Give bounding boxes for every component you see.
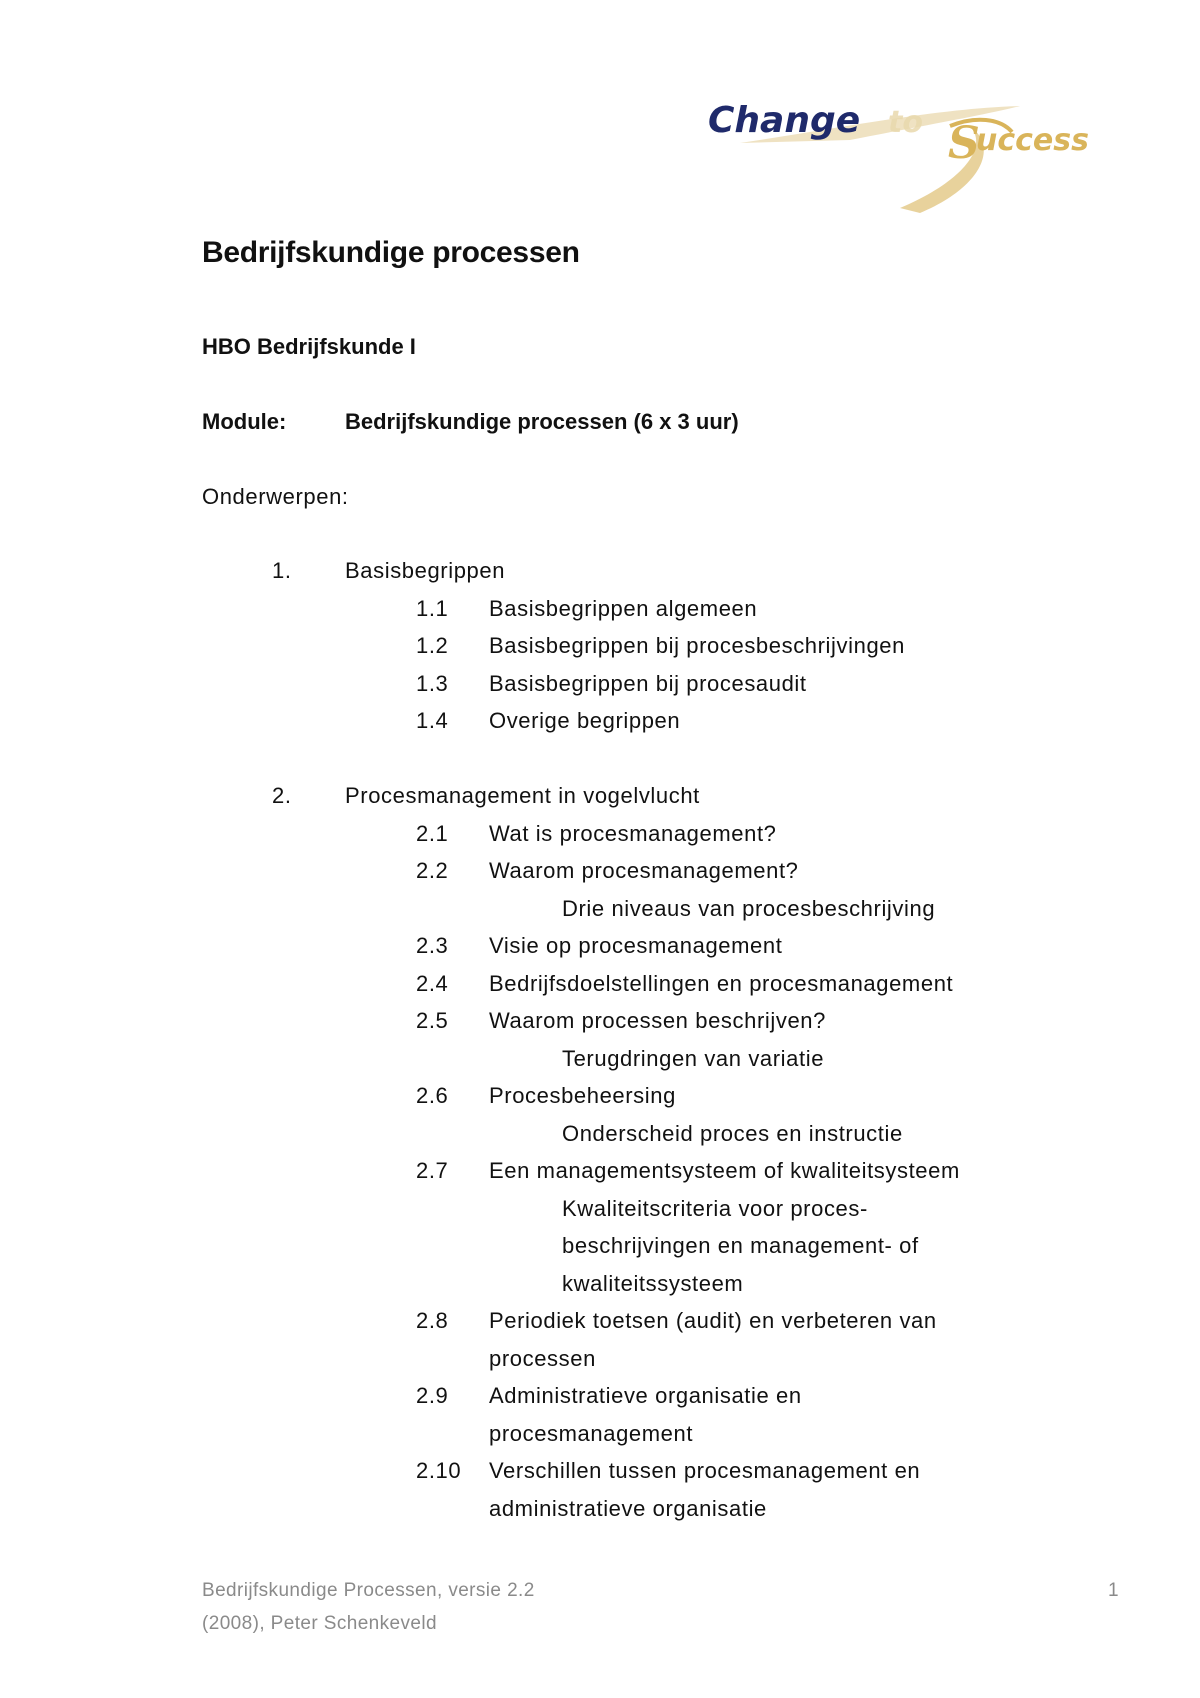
item-text: Visie op procesmanagement (489, 933, 783, 958)
item-number: 2.1 (416, 820, 449, 846)
footer-line-1: Bedrijfskundige Processen, versie 2.2 (202, 1580, 535, 1601)
document-title: Bedrijfskundige processen (202, 236, 580, 269)
item-text: Wat is procesmanagement? (489, 820, 777, 846)
item-subtopic: Onderscheid proces en instructie (562, 1120, 903, 1146)
item-text: Bedrijfsdoelstellingen en procesmanagement (489, 970, 954, 996)
item-number: 2.4 (416, 970, 449, 996)
page-number: 1 (1108, 1580, 1119, 1601)
item-number: 2.5 (416, 1008, 449, 1033)
item-number: 1.3 (416, 670, 449, 696)
item-text: Basisbegrippen bij procesaudit (489, 670, 807, 696)
item-number: 2.3 (416, 933, 449, 958)
svg-text:S: S (948, 118, 980, 169)
item-text: Basisbegrippen algemeen (489, 595, 758, 621)
svg-text:Change: Change (708, 100, 861, 141)
item-number: 2.7 (416, 1158, 449, 1183)
item-subtopic: Terugdringen van variatie (562, 1045, 825, 1071)
item-text-continued: procesmanagement (489, 1420, 694, 1446)
item-number: 2.9 (416, 1383, 449, 1408)
item-number: 2.2 (416, 858, 449, 883)
svg-text:to: to (888, 105, 923, 140)
item-text: Verschillen tussen procesmanagement en (489, 1458, 921, 1483)
footer-line-2: (2008), Peter Schenkeveld (202, 1613, 437, 1634)
section-number: 1. (272, 558, 292, 583)
topics-label: Onderwerpen: (202, 484, 349, 509)
section-title: Basisbegrippen (345, 558, 506, 583)
item-number: 1.2 (416, 633, 449, 658)
item-text: Administratieve organisatie en (489, 1383, 802, 1408)
item-number: 2.6 (416, 1083, 449, 1108)
item-number: 1.1 (416, 595, 449, 621)
course-subtitle: HBO Bedrijfskunde I (202, 334, 416, 359)
change-to-success-logo (700, 88, 1130, 218)
item-text: Waarom processen beschrijven? (489, 1008, 826, 1033)
section-title: Procesmanagement in vogelvlucht (345, 783, 700, 808)
item-subtopic: beschrijvingen en management- of (562, 1233, 919, 1258)
item-subtopic: Drie niveaus van procesbeschrijving (562, 895, 936, 921)
item-text-continued: processen (489, 1345, 596, 1371)
item-text: Waarom procesmanagement? (489, 858, 799, 883)
item-subtopic: Kwaliteitscriteria voor proces- (562, 1195, 868, 1221)
item-text: Overige begrippen (489, 708, 681, 733)
item-number: 1.4 (416, 708, 449, 733)
item-text: Procesbeheersing (489, 1083, 676, 1108)
item-text: Periodiek toetsen (audit) en verbeteren van (489, 1308, 937, 1333)
item-number: 2.8 (416, 1308, 449, 1333)
svg-text:uccess: uccess (976, 123, 1089, 158)
item-subtopic: kwaliteitssysteem (562, 1270, 744, 1296)
item-number: 2.10 (416, 1458, 462, 1483)
section-number: 2. (272, 783, 292, 808)
module-label: Module: (202, 409, 287, 434)
item-text-continued: administratieve organisatie (489, 1495, 767, 1521)
item-text: Een managementsysteem of kwaliteitsysteem (489, 1158, 960, 1183)
item-text: Basisbegrippen bij procesbeschrijvingen (489, 633, 905, 658)
module-value: Bedrijfskundige processen (6 x 3 uur) (345, 409, 739, 434)
